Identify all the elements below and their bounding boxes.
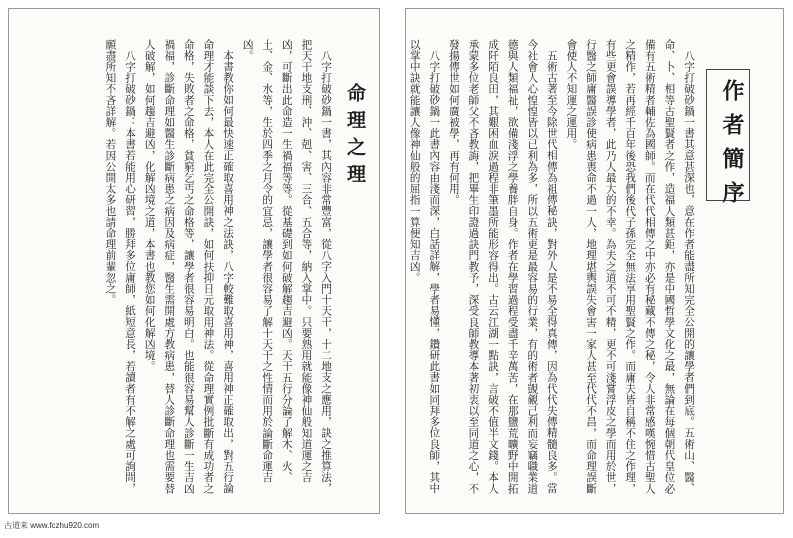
paragraph: 八字打破砂鍋一此書內容由淺而深，白話詳解，學者易懂，鑽研此書如同拜多位良師，其中以掌中訣就能讓人像神仙般的屈指一算便知吉凶。: [408, 39, 441, 494]
site-watermark: 古道来 www.fczhu920.com: [4, 521, 100, 530]
paragraph: 八字打破砂鍋：本書若能用心研習，勝拜多位庸師，紙短意長，若讀者有不解之處可詢問，願盡所知不吝詳解。若因公開太多也請命理前輩忽之。: [104, 39, 137, 494]
paragraph: 本書教你如何最快速正確取喜用神之法訣，八字較難取喜用神，喜用神正確取出，對五行論命理才能談下去，本人在此完全公開訣，如何扶抑日元取用神法。從命理實例批斷有成功者之命格，失敗者之命格，貧窮乞丐之命格等，讓學者很容易明白。也能很容易幫人診斷一生吉凶禍福，診斷命理如醫生診斷病患之病因及病症，醫生需開處方教病患，替人診斷命理也需要替人破解，如何趨吉避凶，化解凶境之道，本書也教您如何化解凶境。: [143, 39, 235, 495]
left-page-body: [15, 39, 335, 499]
page-title: 作者簡序: [719, 79, 745, 215]
paragraph: 五術古著至今除世代相傳為祖傳秘訣，對外人是不易全得真傳，因為代代失傳精髓良多。當今社會人心惶惶皆以已利為多，所以五術更是最容易的行業，有的術者覬覦己利而妄竊職業道德與人類福祉，欲備淺浮之學養胖自身。作者在學習過程受盡千辛萬苦，在那鹽荒曠野中開拓成阡陌良田，其艱困血淚過程非筆墨所能形容得出。古云江湖一點訣，言破不值半文錢。本人承蒙多位老師父不吝教誨，把畢生印證過訣門教予，深受良師教導本著初衷以至同道之心，不發揚傳世如何廣被學，再有何用。: [447, 39, 558, 495]
left-page: [8, 8, 380, 514]
paragraph: 八字打破砂鍋一書其意甚深也，意在作者能盡所知完全公開的讓學者們到底。五術山、醫、命、卜、相等古聖賢者之作，造福人類甚鉅，亦是中國哲學文化之最，無論在每個朝代皇位必備有五術精者輔佐為國師。而在代代相傳之中亦必有秘藏不傳之秘，令人非常感嘆惋惜古聖人之精作，若再經千百年後恐我們後代子孫完全無法享用聖賢之作。而庸夫皆自稱不住之作理，有些更會誤導學者，此乃人最大的不幸。為夫之道不可不精，更不可淺嘗浮皮之學而用於世，行醫之師庸醫誤診使病患喪命不過一人，地理堪輿誤失會害一家人甚至代代不昌，而命理誤斷會使人不知運之運用。: [565, 39, 695, 495]
right-page: [405, 8, 784, 514]
book-spine: [383, 0, 403, 538]
right-page-body: [408, 39, 698, 499]
paragraph: 八字打破砂鍋一書，其內容非常豐富，從八字入門十天干，十二地支之應用，訣之推算法，把天干地支刑、沖、剋、害、三合、五合等，納入掌中。只要熟用就能像神仙般知道運之吉凶，可斷出此命造一生禍福等等。從基礎到如何破解趨吉避凶。天干五行分論了解木、火、土、金、水等，生於四季之月令的宜忌，讓學者很容易了解十天干之性情而用於論斷命運吉凶。: [241, 39, 332, 494]
page-title: 命理之理: [344, 83, 366, 191]
